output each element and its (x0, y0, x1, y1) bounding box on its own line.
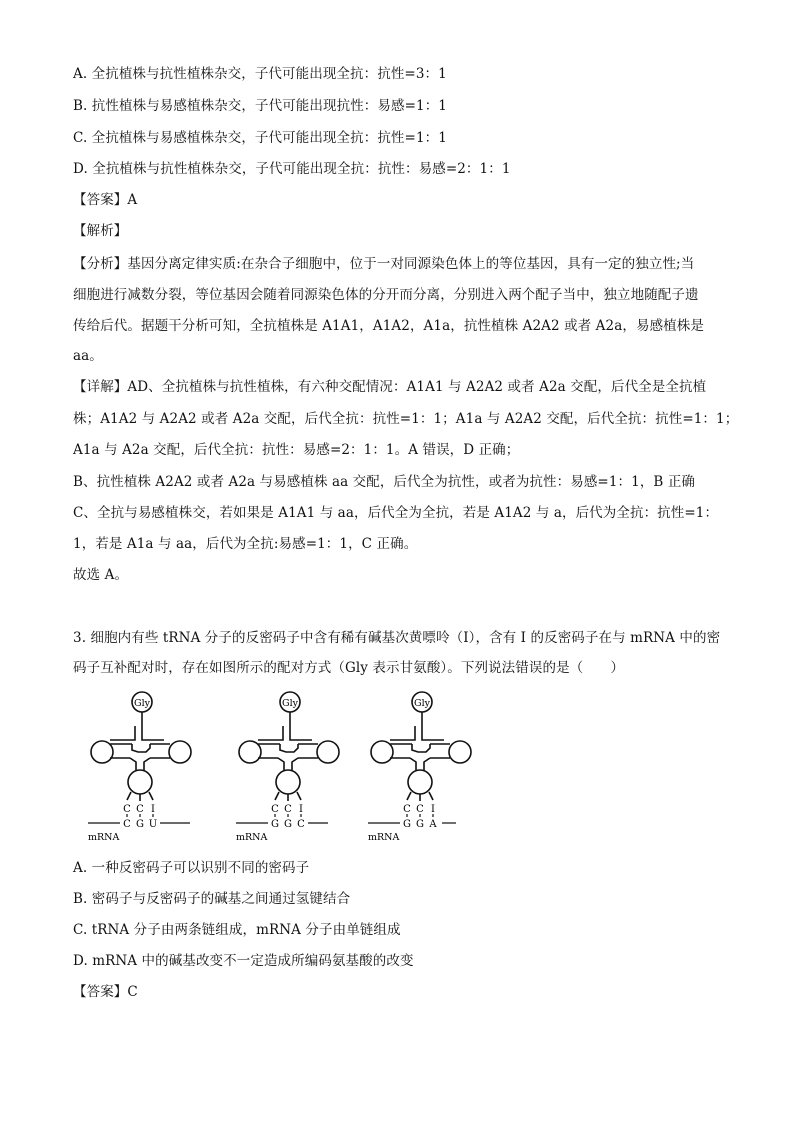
explanation-line: 株；A1A2 与 A2A2 或者 A2a 交配，后代全抗：抗性=1：1；A1a 与 A2A2 交配，后代全抗：抗性=1：1； (73, 411, 739, 427)
explanation-line: aa。 (73, 348, 103, 364)
q3-option-c: C. tRNA 分子由两条链组成，mRNA 分子由单链组成 (73, 922, 401, 938)
q2-option-d: D. 全抗植株与抗性植株杂交，子代可能出现全抗：抗性：易感=2：1：1 (73, 161, 511, 177)
q2-analysis-label: 【解析】 (73, 223, 128, 239)
codon-base: G (416, 819, 424, 830)
mrna-label: mRNA (88, 832, 120, 843)
codon-base: G (136, 819, 144, 830)
explanation-line: 传给后代。据题干分析可知，全抗植株是 A1A1，A1A2，A1a，抗性植株 A2A2 或者 A2a，易感植株是 (73, 318, 704, 334)
anticodon-base: C (136, 804, 144, 815)
codon-base: A (429, 819, 437, 830)
q2-option-b: B. 抗性植株与易感植株杂交，子代可能出现抗性：易感=1：1 (73, 98, 447, 114)
mrna-label: mRNA (236, 832, 268, 843)
trna-1 (88, 692, 191, 843)
explanation-line: C、全抗与易感植株交，若如果是 A1A1 与 aa，后代全为全抗，若是 A1A2 与 a，后代为全抗：抗性=1： (73, 505, 719, 521)
q3-option-b: B. 密码子与反密码子的碱基之间通过氢键结合 (73, 891, 351, 907)
trna-pairing-diagram (80, 686, 480, 846)
q3-stem-line: 码子互补配对时，存在如图所示的配对方式（Gly 表示甘氨酸）。下列说法错误的是（ ） (73, 660, 625, 676)
explanation-line: 【详解】AD、全抗植株与抗性植株，有六种交配情况：A1A1 与 A2A2 或者 A2a 交配，后代全是全抗植 (73, 379, 707, 395)
codon-base: G (271, 819, 279, 830)
trna-2 (236, 692, 339, 843)
explanation-line: 【分析】基因分离定律实质:在杂合子细胞中，位于一对同源染色体上的等位基因，具有一定的独立性;当 (73, 256, 695, 272)
q3-stem-line: 3. 细胞内有些 tRNA 分子的反密码子中含有稀有碱基次黄嘌呤（I），含有 I 的反密码子在与 mRNA 中的密 (73, 630, 721, 646)
q2-answer: 【答案】A (73, 192, 138, 208)
explanation-line: 1，若是 A1a 与 aa，后代为全抗:易感=1：1，C 正确。 (73, 536, 418, 552)
anticodon-base: I (431, 804, 435, 815)
explanation-line: A1a 与 A2a 交配，后代全抗：抗性：易感=2：1：1。A 错误，D 正确； (73, 442, 520, 458)
anticodon-base: C (416, 804, 424, 815)
q3-answer: 【答案】C (73, 984, 138, 1000)
explanation-line: 故选 A。 (73, 567, 129, 583)
amino-acid-label: Gly (134, 698, 150, 709)
anticodon-base: C (271, 804, 279, 815)
amino-acid-label: Gly (414, 698, 430, 709)
codon-base: C (297, 819, 305, 830)
anticodon-base: I (151, 804, 155, 815)
anticodon-base: I (299, 804, 303, 815)
explanation-line: 细胞进行减数分裂，等位基因会随着同源染色体的分开而分离，分别进入两个配子当中，独立地随配子遗 (73, 287, 699, 303)
codon-base: C (123, 819, 131, 830)
anticodon-base: C (123, 804, 131, 815)
codon-base: G (403, 819, 411, 830)
mrna-label: mRNA (368, 832, 400, 843)
anticodon-base: C (284, 804, 292, 815)
codon-base: U (148, 819, 158, 830)
amino-acid-label: Gly (282, 698, 298, 709)
q2-option-c: C. 全抗植株与易感植株杂交，子代可能出现全抗：抗性=1：1 (73, 130, 447, 146)
trna-3 (368, 692, 471, 843)
q2-option-a: A. 全抗植株与抗性植株杂交，子代可能出现全抗：抗性=3：1 (73, 66, 447, 82)
q3-option-d: D. mRNA 中的碱基改变不一定造成所编码氨基酸的改变 (73, 953, 414, 969)
q3-option-a: A. 一种反密码子可以识别不同的密码子 (73, 860, 310, 876)
codon-base: G (284, 819, 292, 830)
anticodon-base: C (403, 804, 411, 815)
explanation-line: B、抗性植株 A2A2 或者 A2a 与易感植株 aa 交配，后代全为抗性，或者为抗性：易感=1：1，B 正确 (73, 474, 696, 490)
